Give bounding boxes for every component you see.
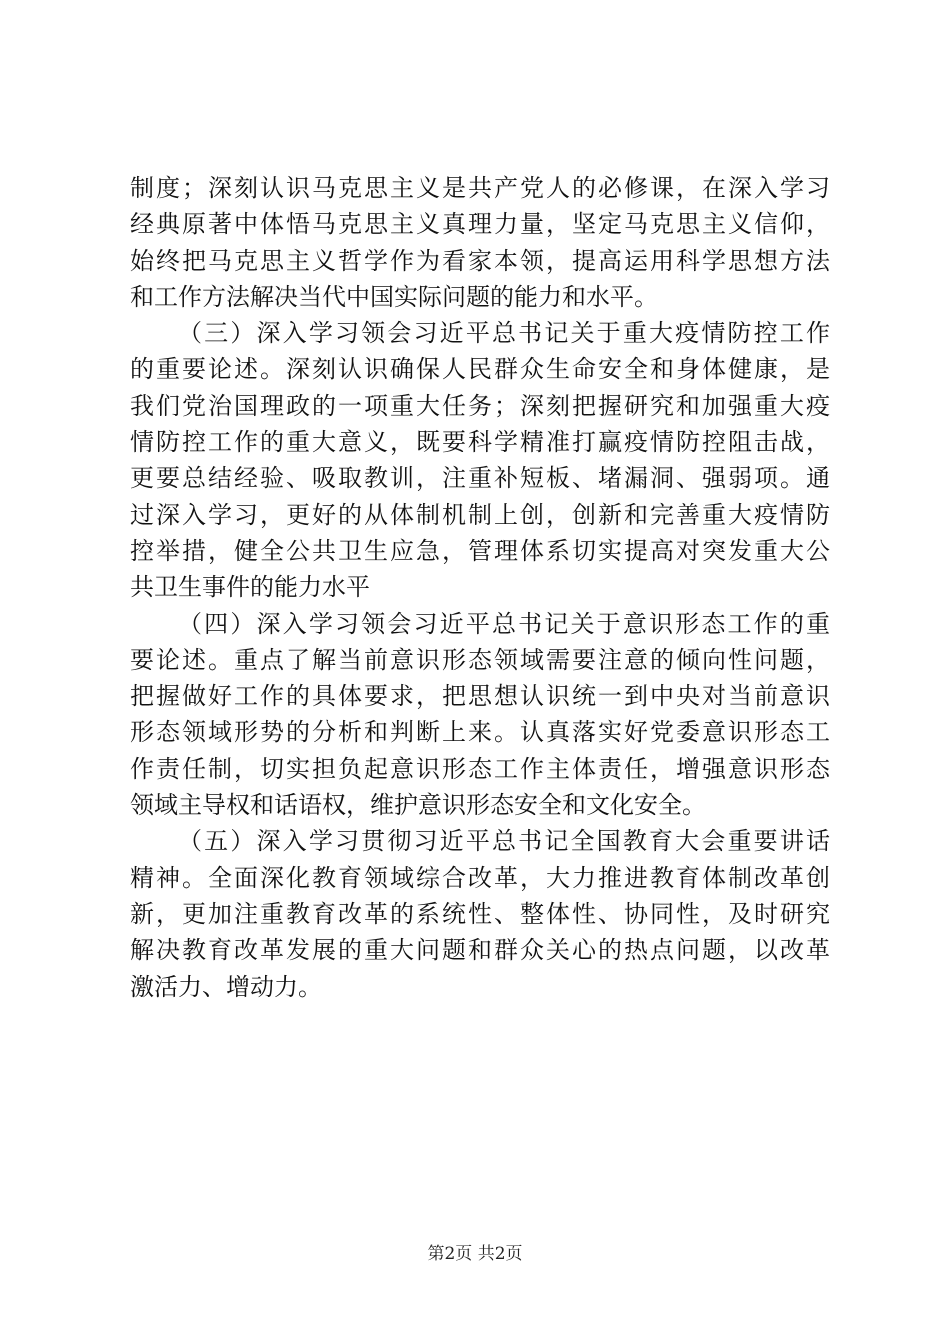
text-line: 形态领域形势的分析和判断上来。认真落实好党委意识形态工 (130, 718, 830, 747)
text-line: 的重要论述。深刻认识确保人民群众生命安全和身体健康，是 (130, 355, 830, 384)
text-line: 精神。全面深化教育领域综合改革，大力推进教育体制改革创 (130, 863, 830, 892)
text-line: 经典原著中体悟马克思主义真理力量，坚定马克思主义信仰， (130, 210, 830, 239)
paragraph-first-line: （三）深入学习领会习近平总书记关于重大疫情防控工作 (178, 319, 830, 348)
text-line: 新，更加注重教育改革的系统性、整体性、协同性，及时研究 (130, 899, 830, 928)
paragraph-first-line: （五）深入学习贯彻习近平总书记全国教育大会重要讲话 (178, 827, 830, 856)
document-body (130, 170, 830, 1005)
text-line: 领域主导权和话语权，维护意识形态安全和文化安全。 (130, 791, 706, 820)
text-line: 把握做好工作的具体要求，把思想认识统一到中央对当前意识 (130, 682, 830, 711)
text-line: 和工作方法解决当代中国实际问题的能力和水平。 (130, 282, 658, 311)
text-line: 更要总结经验、吸取教训，注重补短板、堵漏洞、强弱项。通 (130, 464, 830, 493)
page-footer: 第2页 共2页 (427, 1244, 523, 1264)
text-line: 解决教育改革发展的重大问题和群众关心的热点问题，以改革 (130, 936, 830, 965)
text-line: 控举措，健全公共卫生应急，管理体系切实提高对突发重大公 (130, 536, 830, 565)
text-line: 始终把马克思主义哲学作为看家本领，提高运用科学思想方法 (130, 246, 830, 275)
paragraph-first-line: （四）深入学习领会习近平总书记关于意识形态工作的重 (178, 609, 830, 638)
text-line: 制度；深刻认识马克思主义是共产党人的必修课，在深入学习 (130, 174, 830, 202)
text-line: 作责任制，切实担负起意识形态工作主体责任，增强意识形态 (130, 754, 830, 783)
text-line: 要论述。重点了解当前意识形态领域需要注意的倾向性问题， (130, 645, 830, 674)
text-line: 我们党治国理政的一项重大任务；深刻把握研究和加强重大疫 (130, 391, 830, 420)
text-line: 共卫生事件的能力水平 (130, 573, 370, 602)
text-line: 情防控工作的重大意义，既要科学精准打赢疫情防控阻击战， (130, 428, 830, 457)
text-line: 过深入学习，更好的从体制机制上创，创新和完善重大疫情防 (130, 500, 830, 529)
text-line: 激活力、增动力。 (130, 972, 322, 1001)
